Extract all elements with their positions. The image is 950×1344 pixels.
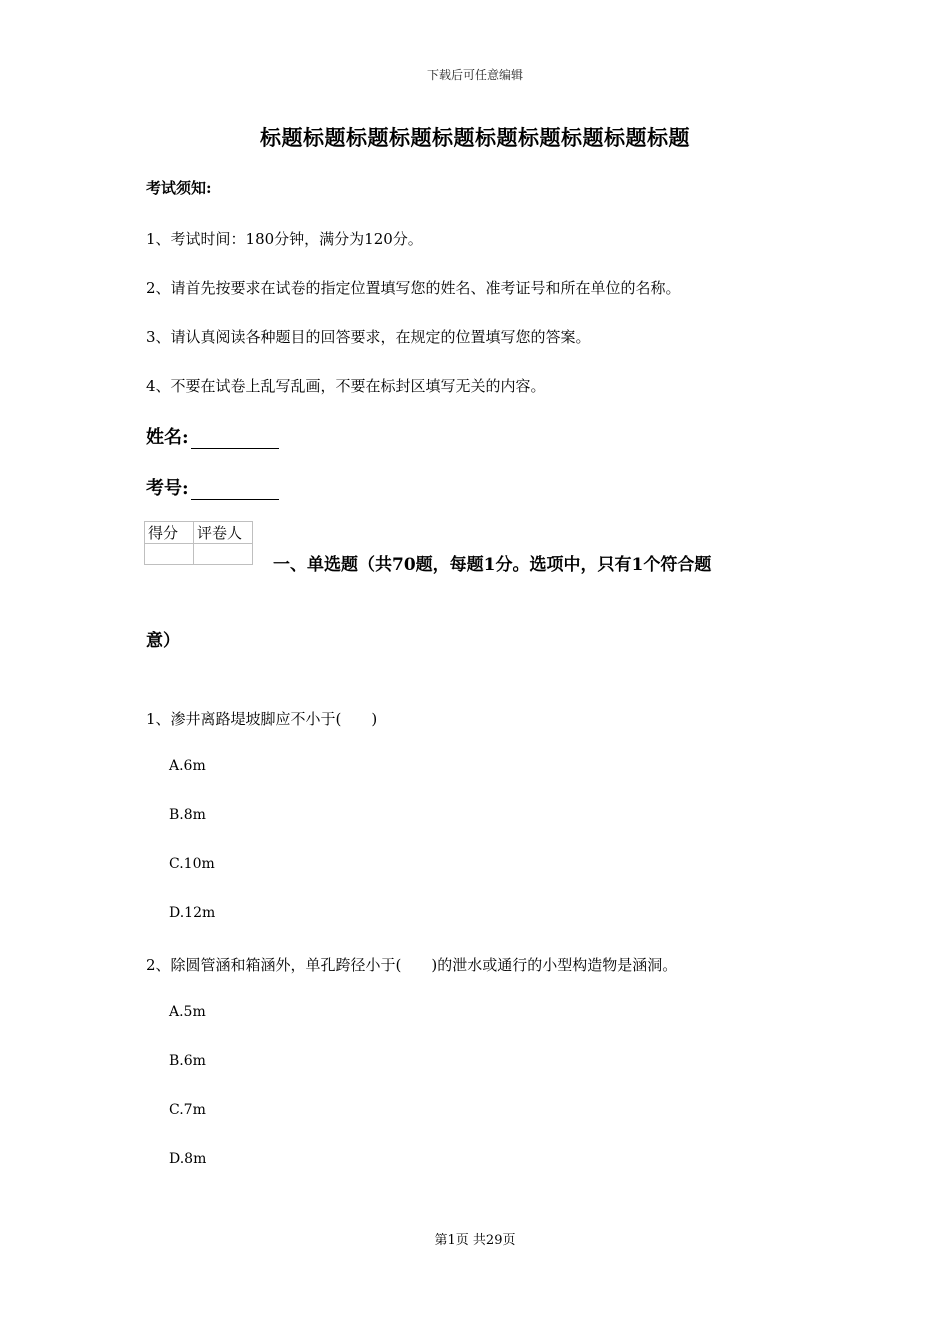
notice-heading: 考试须知: bbox=[146, 179, 212, 197]
question-text: 2、除圆管涵和箱涵外，单孔跨径小于( )的泄水或通行的小型构造物是涵洞。 bbox=[146, 956, 678, 974]
score-table bbox=[144, 521, 253, 565]
notice-rule: 3、请认真阅读各种题目的回答要求，在规定的位置填写您的答案。 bbox=[146, 328, 591, 346]
option-item: A.5m bbox=[169, 1004, 206, 1020]
option-item: D.12m bbox=[169, 905, 216, 921]
name-label: 姓名: bbox=[146, 427, 189, 448]
option-item: B.8m bbox=[169, 807, 206, 823]
option-item: A.6m bbox=[169, 758, 206, 774]
notice-rule: 2、请首先按要求在试卷的指定位置填写您的姓名、准考证号和所在单位的名称。 bbox=[146, 279, 681, 297]
option-item: D.8m bbox=[169, 1151, 207, 1167]
section-title-continued: 意） bbox=[146, 631, 180, 651]
id-blank[interactable] bbox=[191, 481, 279, 500]
grader-header: 评卷人 bbox=[194, 522, 253, 544]
option-item: C.7m bbox=[169, 1102, 206, 1118]
name-blank[interactable] bbox=[191, 430, 279, 449]
page-title: 标题标题标题标题标题标题标题标题标题标题 bbox=[260, 125, 690, 150]
option-item: C.10m bbox=[169, 856, 215, 872]
notice-rule: 1、考试时间：180分钟，满分为120分。 bbox=[146, 230, 423, 248]
grader-cell[interactable] bbox=[194, 544, 253, 565]
question-text: 1、渗井离路堤坡脚应不小于( ) bbox=[146, 710, 378, 728]
name-field bbox=[146, 423, 279, 449]
option-item: B.6m bbox=[169, 1053, 206, 1069]
section-title: 一、单选题（共70题，每题1分。选项中，只有1个符合题 bbox=[273, 555, 712, 575]
notice-rule: 4、不要在试卷上乱写乱画，不要在标封区填写无关的内容。 bbox=[146, 377, 546, 395]
page-footer: 第1页 共29页 bbox=[434, 1233, 516, 1248]
id-field bbox=[146, 474, 279, 500]
score-cell[interactable] bbox=[145, 544, 194, 565]
header-note: 下载后可任意编辑 bbox=[426, 68, 523, 82]
id-label: 考号: bbox=[146, 478, 189, 499]
score-header: 得分 bbox=[145, 522, 194, 544]
